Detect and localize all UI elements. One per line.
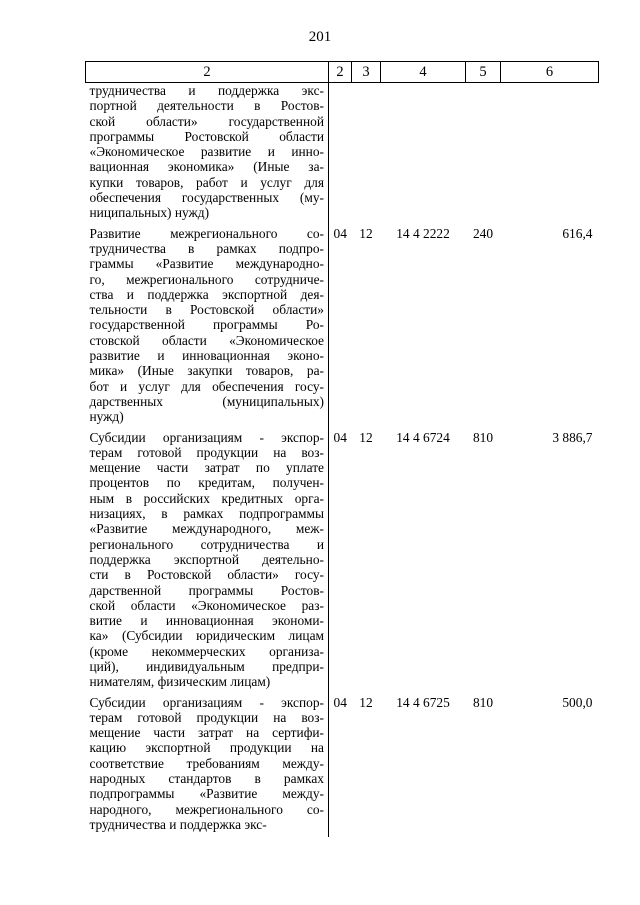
- row-section: 04: [333, 694, 347, 710]
- description-line: народных стандартов в рамках: [89, 771, 324, 787]
- description-line: Субсидии организациям - экспор-: [89, 694, 324, 710]
- header-col-description: 2: [86, 62, 329, 83]
- row-subsection: [352, 83, 381, 226]
- description-line: граммы «Развитие международно-: [89, 256, 324, 272]
- description-line: терам готовой продукции на воз-: [89, 709, 324, 725]
- row-target-article: 14 4 6724: [396, 429, 450, 445]
- row-subsection: 12: [359, 429, 373, 445]
- page-number: 201: [308, 29, 332, 45]
- description-line: обеспечения государственных (му-: [89, 190, 324, 206]
- description-line: (кроме некоммерческих организа-: [89, 643, 324, 659]
- description-line: мещение части затрат на сертифи-: [89, 725, 324, 741]
- header-col-subsection: 3: [352, 62, 381, 83]
- row-subsection: 12: [359, 694, 373, 710]
- description-line: сти в Ростовской области» госу-: [89, 567, 324, 583]
- description-line: трудничества и поддержка экс-: [89, 83, 324, 98]
- description-line: развитие и инновационная эконо-: [89, 348, 324, 364]
- description-line: Субсидии организациям - экспор-: [89, 429, 324, 445]
- table-row: [86, 83, 599, 226]
- description-line: нимателям, физическим лицам): [89, 674, 271, 690]
- table-body: [86, 83, 599, 838]
- description-line: Развитие межрегионального со-: [89, 225, 324, 241]
- description-line: трудничества в рамках подпро-: [89, 240, 324, 256]
- budget-table: [85, 61, 599, 837]
- description-line: «Экономическое развитие и инно-: [89, 144, 324, 160]
- description-line: тельности в Ростовской области»: [89, 302, 324, 318]
- description-line: программы Ростовской области: [89, 128, 324, 144]
- row-subsection: 12: [359, 225, 373, 241]
- row-section: 04: [333, 225, 347, 241]
- description-line: мика» (Иные закупки товаров, ра-: [89, 363, 324, 379]
- row-target-article: 14 4 6725: [396, 694, 450, 710]
- row-expense-type: [466, 83, 501, 226]
- description-line: ниципальных) нужд): [89, 205, 210, 221]
- row-expense-type: 810: [472, 694, 494, 710]
- table-header-row: [86, 62, 599, 83]
- header-col-expense-type: 5: [466, 62, 501, 83]
- row-amount: 616,4: [562, 225, 593, 241]
- description-line: низациях, в рамках подпрограммы: [89, 506, 324, 522]
- header-col-amount: 6: [501, 62, 599, 83]
- table-row: [86, 695, 599, 838]
- row-amount: 500,0: [562, 694, 593, 710]
- description-line: терам готовой продукции на воз-: [89, 444, 324, 460]
- description-line: ства и поддержка экспортной дея-: [89, 286, 324, 302]
- description-line: государственной программы Ро-: [89, 317, 324, 333]
- header-col-target-article: 4: [381, 62, 466, 83]
- description-line: портной деятельности в Ростов-: [89, 98, 324, 114]
- row-description: [86, 83, 329, 226]
- description-line: витие и инновационная экономи-: [89, 613, 324, 629]
- row-expense-type: 810: [472, 429, 494, 445]
- description-line: соответствие требованиям между-: [89, 755, 324, 771]
- description-line: купки товаров, работ и услуг для: [89, 174, 324, 190]
- description-line: регионального сотрудничества и: [89, 536, 324, 552]
- row-description: [86, 695, 329, 838]
- description-line: кацию экспортной продукции на: [89, 740, 324, 756]
- description-line: ка» (Субсидии юридическим лицам: [89, 628, 324, 644]
- row-section: 04: [333, 429, 347, 445]
- description-line: мещение части затрат по уплате: [89, 460, 324, 476]
- description-line: бот и услуг для обеспечения госу-: [89, 378, 324, 394]
- description-line: ской области» государственной: [89, 113, 324, 129]
- description-line: подпрограммы «Развитие между-: [89, 786, 324, 802]
- description-line: дарственных (муниципальных): [89, 393, 324, 409]
- row-amount: [501, 83, 599, 226]
- row-description: [86, 430, 329, 695]
- table-row: [86, 430, 599, 695]
- description-line: го, межрегионального сотрудниче-: [89, 271, 324, 287]
- row-amount: 3 886,7: [552, 429, 593, 445]
- row-target-article: 14 4 2222: [396, 225, 450, 241]
- description-line: дарственной программы Ростов-: [89, 582, 324, 598]
- header-col-section: 2: [329, 62, 352, 83]
- table-row: [86, 226, 599, 430]
- row-target-article: [381, 83, 466, 226]
- description-line: народного, межрегионального со-: [89, 801, 324, 817]
- description-line: трудничества и поддержка экс-: [89, 816, 267, 832]
- row-description: [86, 226, 329, 430]
- description-line: поддержка экспортной деятельно-: [89, 551, 324, 567]
- description-line: процентов по кредитам, получен-: [89, 475, 324, 491]
- row-section: [329, 83, 352, 226]
- description-line: ций), индивидуальным предпри-: [89, 658, 324, 674]
- description-line: стовской области «Экономическое: [89, 332, 324, 348]
- description-line: ным в российских кредитных орга-: [89, 490, 324, 506]
- row-expense-type: 240: [472, 225, 494, 241]
- description-line: «Развитие международного, меж-: [89, 521, 324, 537]
- description-line: ской области «Экономическое раз-: [89, 597, 324, 613]
- description-line: нужд): [89, 409, 124, 425]
- description-line: вационная экономика» (Иные за-: [89, 159, 324, 175]
